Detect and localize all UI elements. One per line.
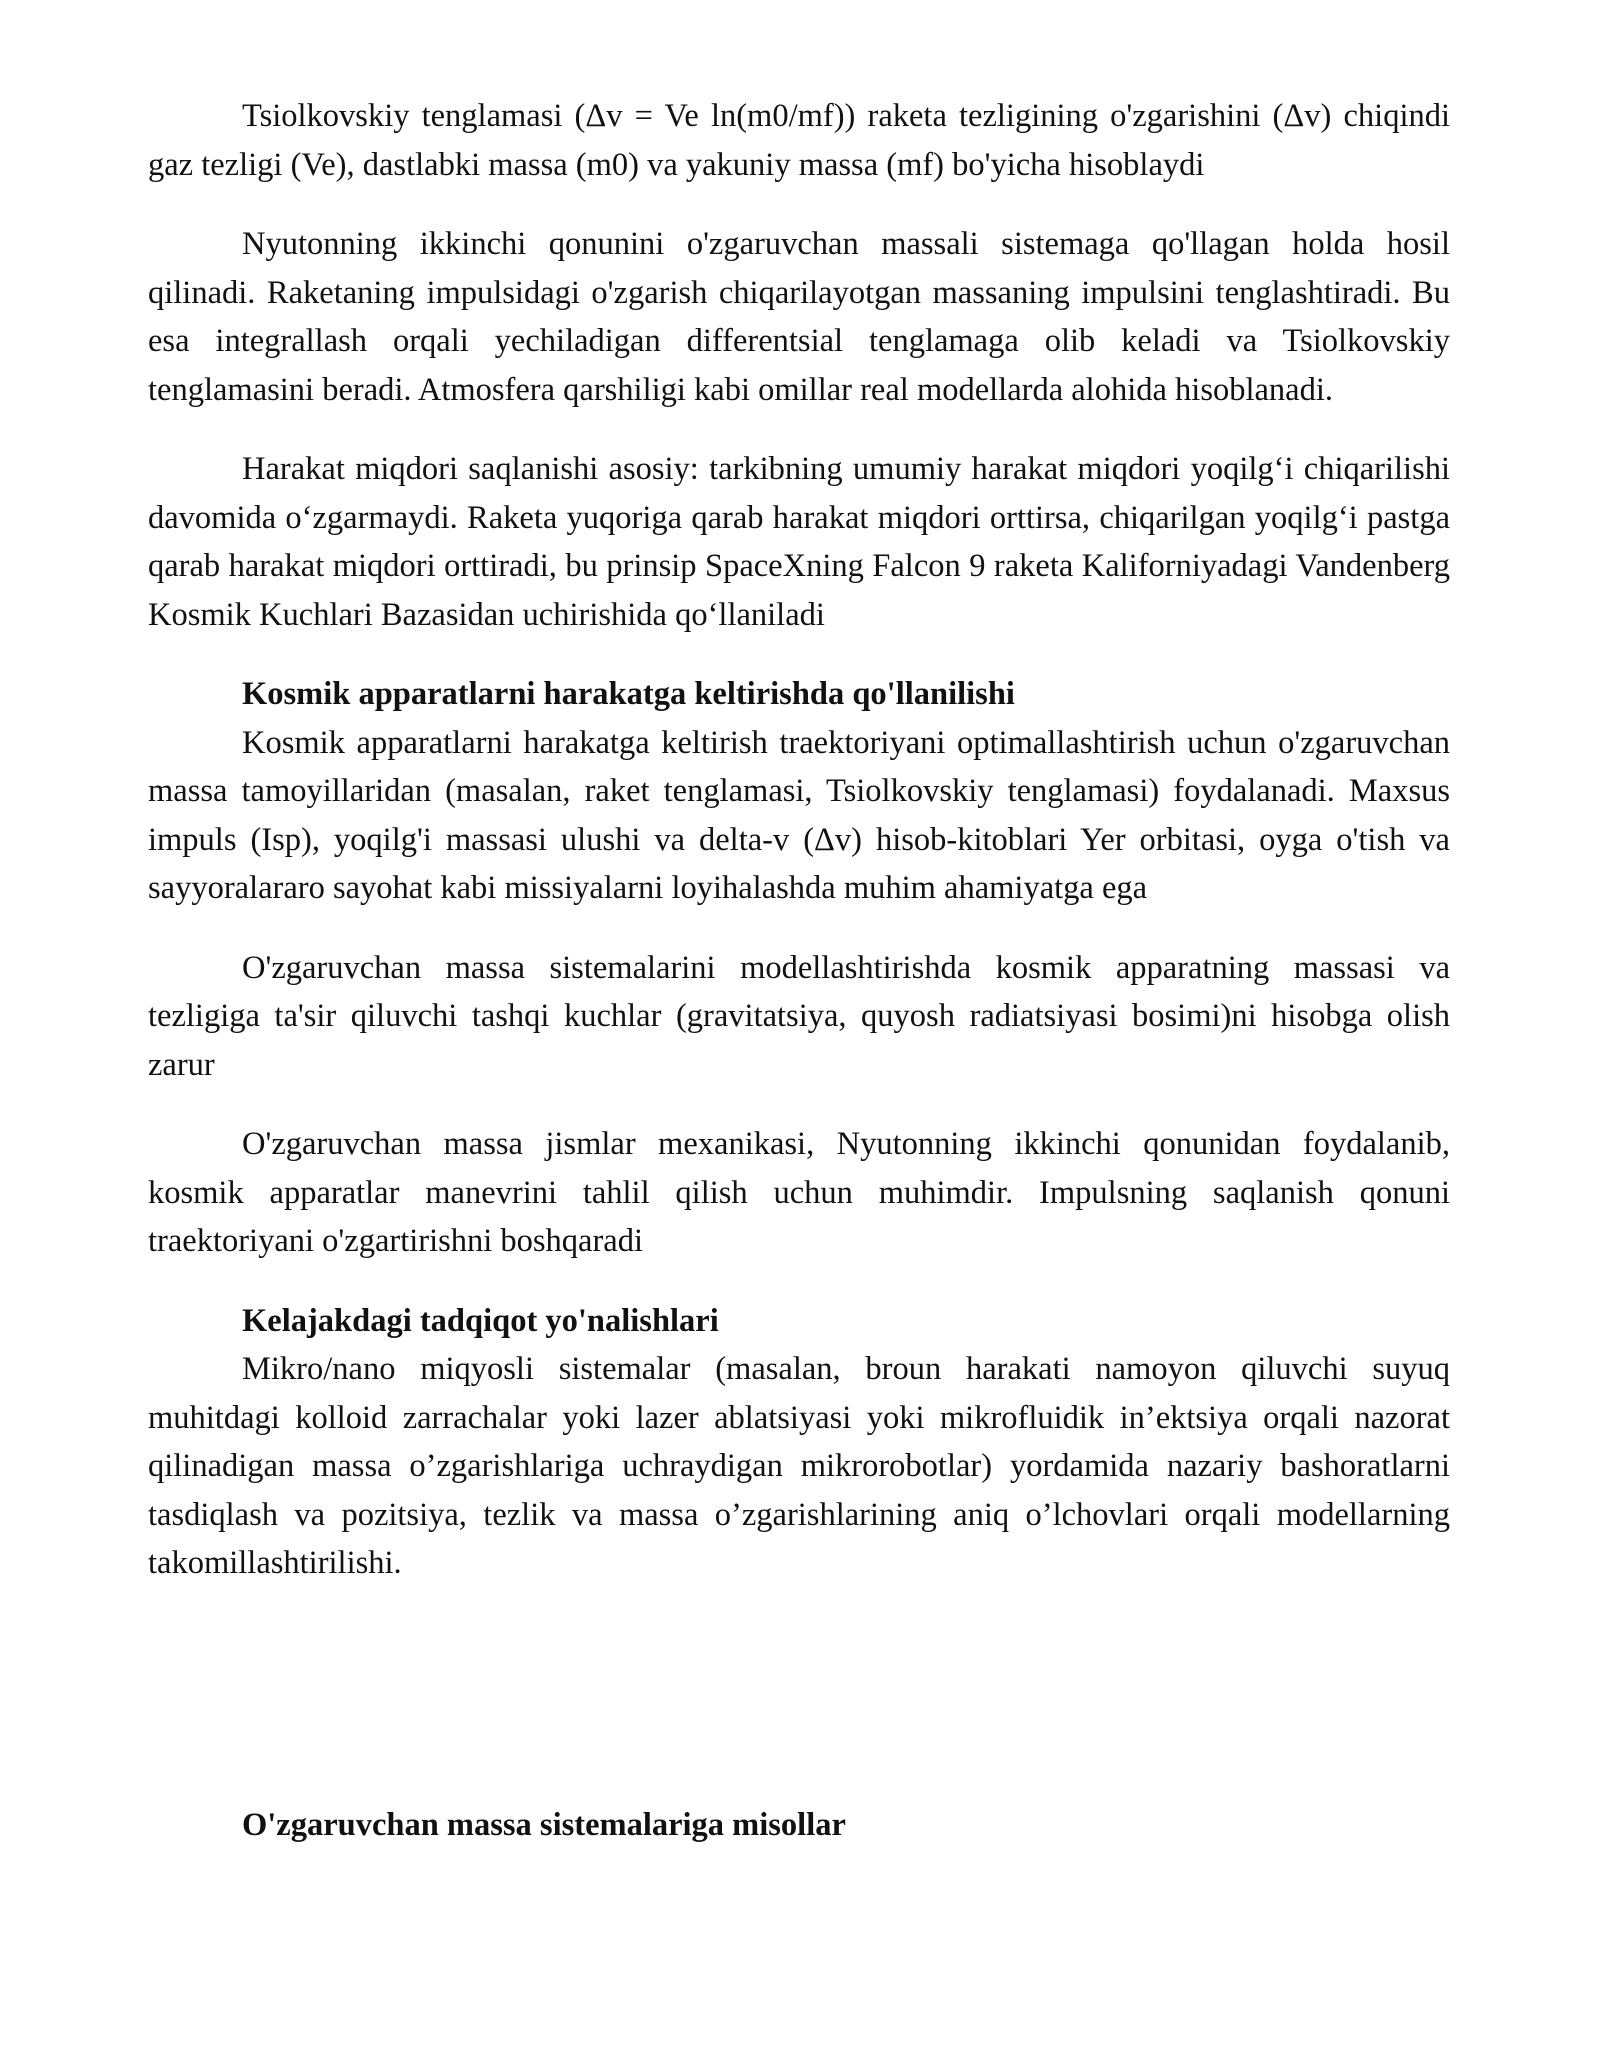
paragraph-external-forces: O'zgaruvchan massa sistemalarini modellashtirishda kosmik apparatning massasi va tezligiga ta'sir qiluvchi tashqi kuchlar (gravitatsiya, quyosh radiatsiyasi bosimi)ni hisobga olish zarur: [148, 949, 1450, 1083]
heading-examples: O'zgaruvchan massa sistemalariga misollar: [242, 1806, 846, 1843]
heading-spacecraft-propulsion: Kosmik apparatlarni harakatga keltirishda qo'llanilishi: [242, 676, 1015, 712]
heading-future-research: Kelajakdagi tadqiqot yo'nalishlari: [242, 1302, 719, 1339]
paragraph-future-research: Mikro/nano miqyosli sistemalar (masalan, broun harakati namoyon qiluvchi suyuq muhitdagi kolloid zarrachalar yoki lazer ablatsiyasi yoki mikrofluidik in’ektsiya orqali nazorat qilinadigan massa o’zgarishlariga uchraydigan mikrorobotlar) yordamida nazariy bashoratlarni tasdiqlash va pozitsiya, tezlik va massa o’zgarishlarining aniq o’lchovlari orqali modellarning takomillashtirilishi.: [148, 1351, 1450, 1581]
document-page: [148, 92, 1450, 1849]
paragraph-variable-mass-mechanics: O'zgaruvchan massa jismlar mexanikasi, Nyutonning ikkinchi qonunidan foydalanib, kosmik apparatlar manevrini tahlil qilish uchun muhimdir. Impulsning saqlanish qonuni traektoriyani o'zgartirishni boshqaradi: [148, 1126, 1450, 1259]
paragraph-tsiolkovsky-equation: Tsiolkovskiy tenglamasi (Δv = Ve ln(m0/mf)) raketa tezligining o'zgarishini (Δv) chiqindi gaz tezligi (Ve), dastlabki massa (m0) va yakuniy massa (mf) bo'yicha hisoblaydi: [148, 98, 1450, 183]
paragraph-spacecraft-propulsion: Kosmik apparatlarni harakatga keltirish traektoriyani optimallashtirish uchun o'zgaruvchan massa tamoyillaridan (masalan, raket tenglamasi, Tsiolkovskiy tenglamasi) foydalanadi. Maxsus impuls (Isp), yoqilg'i massasi ulushi va delta-v (Δv) hisob-kitoblari Yer orbitasi, oyga o'tish va sayyoralararo sayohat kabi missiyalarni loyihalashda muhim ahamiyatga ega: [148, 724, 1450, 906]
paragraph-momentum-conservation: Harakat miqdori saqlanishi asosiy: tarkibning umumiy harakat miqdori yoqilg‘i chiqarilishi davomida o‘zgarmaydi. Raketa yuqoriga qarab harakat miqdori orttirsa, chiqarilgan yoqilg‘i pastga qarab harakat miqdori orttiradi, bu prinsip SpaceXning Falcon 9 raketa Kaliforniyadagi Vandenberg Kosmik Kuchlari Bazasidan uchirishida qo‘llaniladi: [148, 451, 1450, 633]
paragraph-newton-second-law: Nyutonning ikkinchi qonunini o'zgaruvchan massali sistemaga qo'llagan holda hosil qilinadi. Raketaning impulsidagi o'zgarish chiqarilayotgan massaning impulsini tenglashtiradi. Bu esa integrallash orqali yechiladigan differentsial tenglamaga olib keladi va Tsiolkovskiy tenglamasini beradi. Atmosfera qarshiligi kabi omillar real modellarda alohida hisoblanadi.: [148, 226, 1450, 408]
page-spacer: [148, 1619, 1450, 1779]
